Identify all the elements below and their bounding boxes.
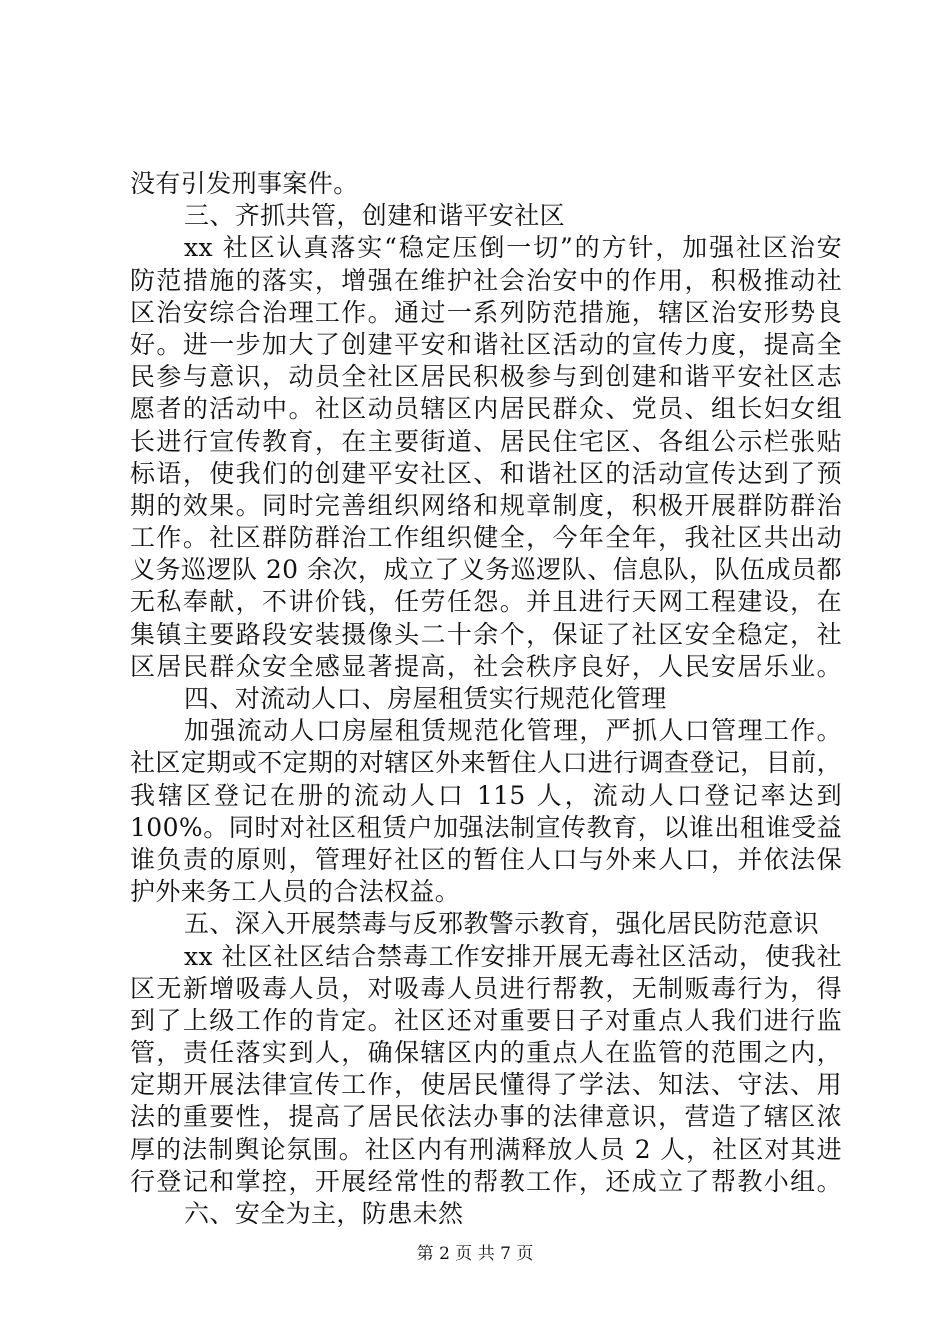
text-line: 行登记和掌控，开展经常性的帮教工作，还成立了帮教小组。 xyxy=(130,1166,842,1196)
text-line: 长进行宣传教育，在主要街道、居民住宅区、各组公示栏张贴 xyxy=(130,426,842,456)
text-line: 防范措施的落实，增强在维护社会治安中的作用，积极推动社 xyxy=(130,265,842,295)
text-line: 100%。同时对社区租赁户加强法制宣传教育，以谁出租谁受益 xyxy=(130,812,842,842)
text-line: 管，责任落实到人，确保辖区内的重点人在监管的范围之内， xyxy=(130,1038,842,1068)
text-line: 社区定期或不定期的对辖区外来暂住人口进行调查登记，目前， xyxy=(130,748,842,778)
text-line: 无私奉献，不讲价钱，任劳任怨。并且进行天网工程建设，在 xyxy=(130,587,842,617)
text-line: xx 社区社区结合禁毒工作安排开展无毒社区活动，使我社 xyxy=(184,941,842,971)
text-line: 加强流动人口房屋租赁规范化管理，严抓人口管理工作。 xyxy=(184,716,842,746)
text-line: 民参与意识，动员全社区居民积极参与到创建和谐平安社区志 xyxy=(130,362,842,392)
text-line: xx 社区认真落实“稳定压倒一切”的方针，加强社区治安 xyxy=(184,233,842,263)
text-line: 标语，使我们的创建平安社区、和谐社区的活动宣传达到了预 xyxy=(130,458,842,488)
text-line: 愿者的活动中。社区动员辖区内居民群众、党员、组长妇女组 xyxy=(130,394,842,424)
text-line: 区居民群众安全感显著提高，社会秩序良好，人民安居乐业。 xyxy=(130,651,842,681)
text-line: 六、安全为主，防患未然 xyxy=(184,1199,464,1228)
text-line: 定期开展法律宣传工作，使居民懂得了学法、知法、守法、用 xyxy=(130,1070,842,1100)
text-line: 厚的法制舆论氛围。社区内有刑满释放人员 2 人，社区对其进 xyxy=(130,1134,842,1164)
text-line: 集镇主要路段安装摄像头二十余个，保证了社区安全稳定，社 xyxy=(130,619,842,649)
text-line: 五、深入开展禁毒与反邪教警示教育，强化居民防范意识 xyxy=(184,909,820,939)
text-line: 义务巡逻队 20 余次，成立了义务巡逻队、信息队，队伍成员都 xyxy=(130,555,842,585)
text-line: 四、对流动人口、房屋租赁实行规范化管理 xyxy=(184,684,667,713)
document-body xyxy=(130,168,842,1230)
text-line: 没有引发刑事案件。 xyxy=(130,169,359,198)
text-line: 期的效果。同时完善组织网络和规章制度，积极开展群防群治 xyxy=(130,490,842,520)
text-line: 法的重要性，提高了居民依法办事的法律意识，营造了辖区浓 xyxy=(130,1102,842,1132)
text-line: 到了上级工作的肯定。社区还对重要日子对重点人我们进行监 xyxy=(130,1005,842,1035)
text-line: 好。进一步加大了创建平安和谐社区活动的宣传力度，提高全 xyxy=(130,329,842,359)
text-line: 谁负责的原则，管理好社区的暂住人口与外来人口，并依法保 xyxy=(130,844,842,874)
text-line: 护外来务工人员的合法权益。 xyxy=(130,877,461,907)
text-line: 三、齐抓共管，创建和谐平安社区 xyxy=(184,201,566,231)
text-line: 区治安综合治理工作。通过一系列防范措施，辖区治安形势良 xyxy=(130,297,842,327)
text-line: 工作。社区群防群治工作组织健全，今年全年，我社区共出动 xyxy=(130,523,842,553)
text-line: 我辖区登记在册的流动人口 115 人，流动人口登记率达到 xyxy=(130,780,842,810)
page-number-footer: 第 2 页 共 7 页 xyxy=(416,1244,534,1264)
text-line: 区无新增吸毒人员，对吸毒人员进行帮教，无制贩毒行为，得 xyxy=(130,973,842,1003)
